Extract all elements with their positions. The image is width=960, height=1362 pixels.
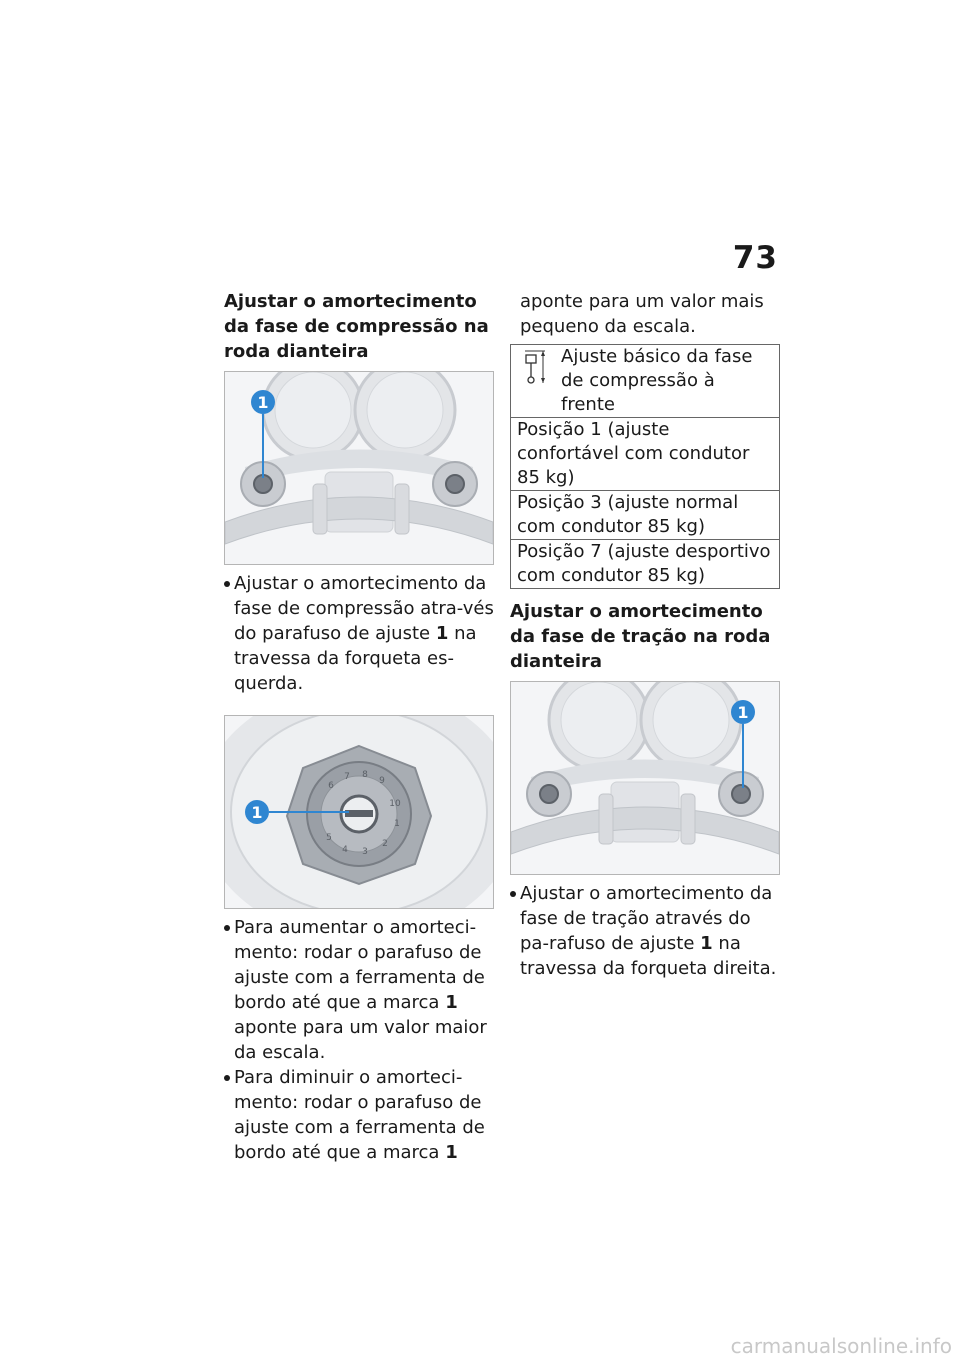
heading-compression-damping: Ajustar o amortecimento da fase de compressão na roda dianteira [224, 291, 489, 362]
heading-rebound-damping: Ajustar o amortecimento da fase de tração na roda dianteira [510, 601, 771, 672]
bullet4-ref: 1 [700, 933, 713, 954]
scale-mark: 5 [326, 833, 332, 843]
scale-mark: 1 [394, 819, 400, 829]
basic-setting-table [510, 344, 780, 589]
instruction-list-3 [510, 881, 780, 981]
figure3-callout-label: 1 [737, 703, 749, 722]
scale-mark: 8 [362, 770, 368, 780]
handlebar-illustration [225, 372, 493, 564]
continuation-text: aponte para um valor mais pequeno da escala. [520, 291, 764, 337]
list-item [224, 571, 494, 696]
right-column [510, 289, 780, 981]
instruction-list-2 [224, 915, 494, 1165]
figure2-callout-label: 1 [251, 803, 263, 822]
list-item [224, 1065, 494, 1165]
scale-mark: 6 [328, 781, 334, 791]
bullet3-ref: 1 [445, 1142, 458, 1163]
left-column [224, 289, 494, 1165]
bullet2-ref: 1 [445, 992, 458, 1013]
bullet1-tail: na travessa da forqueta es-querda. [234, 623, 477, 694]
bullet4-text: Ajustar o amortecimento da fase de tração através do pa-rafuso de ajuste [520, 883, 773, 954]
adjuster-closeup-illustration [225, 716, 493, 908]
figure-handlebar-left-adjuster [224, 371, 494, 565]
scale-mark: 4 [342, 845, 348, 855]
scale-mark: 3 [362, 847, 368, 857]
scale-mark: 2 [382, 839, 388, 849]
handlebar-illustration [511, 682, 779, 874]
table-header-cell [511, 345, 780, 418]
page-number: 73 [732, 240, 778, 276]
figure-handlebar-right-adjuster [510, 681, 780, 875]
list-item [510, 881, 780, 981]
scale-mark: 10 [389, 799, 401, 809]
scale-mark: 9 [379, 776, 385, 786]
figure-adjuster-scale-closeup [224, 715, 494, 909]
bullet3-text: Para diminuir o amorteci-mento: rodar o parafuso de ajuste com a ferramenta de bordo até que a marca [234, 1067, 485, 1163]
table-row: Posição 7 (ajuste desportivo com condutor 85 kg) [511, 540, 780, 589]
bullet2-tail: aponte para um valor maior da escala. [234, 1017, 487, 1063]
table-row: Posição 1 (ajuste confortável com condutor 85 kg) [511, 418, 780, 491]
watermark: carmanualsonline.info [730, 1334, 952, 1358]
list-item [224, 915, 494, 1065]
instruction-list-1 [224, 571, 494, 696]
figure1-callout-label: 1 [257, 393, 269, 412]
table-header-text: Ajuste básico da fase de compressão à frente [561, 346, 753, 415]
suspension-icon [517, 347, 547, 387]
bullet1-text: Ajustar o amortecimento da fase de compressão atra-vés do parafuso de ajuste [234, 573, 494, 644]
bullet1-ref: 1 [435, 623, 449, 644]
bullet4-tail: na travessa da forqueta direita. [520, 933, 777, 979]
bullet2-text: Para aumentar o amorteci-mento: rodar o parafuso de ajuste com a ferramenta de bordo até que a marca [234, 917, 485, 1013]
scale-mark: 7 [344, 772, 350, 782]
table-row: Posição 3 (ajuste normal com condutor 85 kg) [511, 491, 780, 540]
